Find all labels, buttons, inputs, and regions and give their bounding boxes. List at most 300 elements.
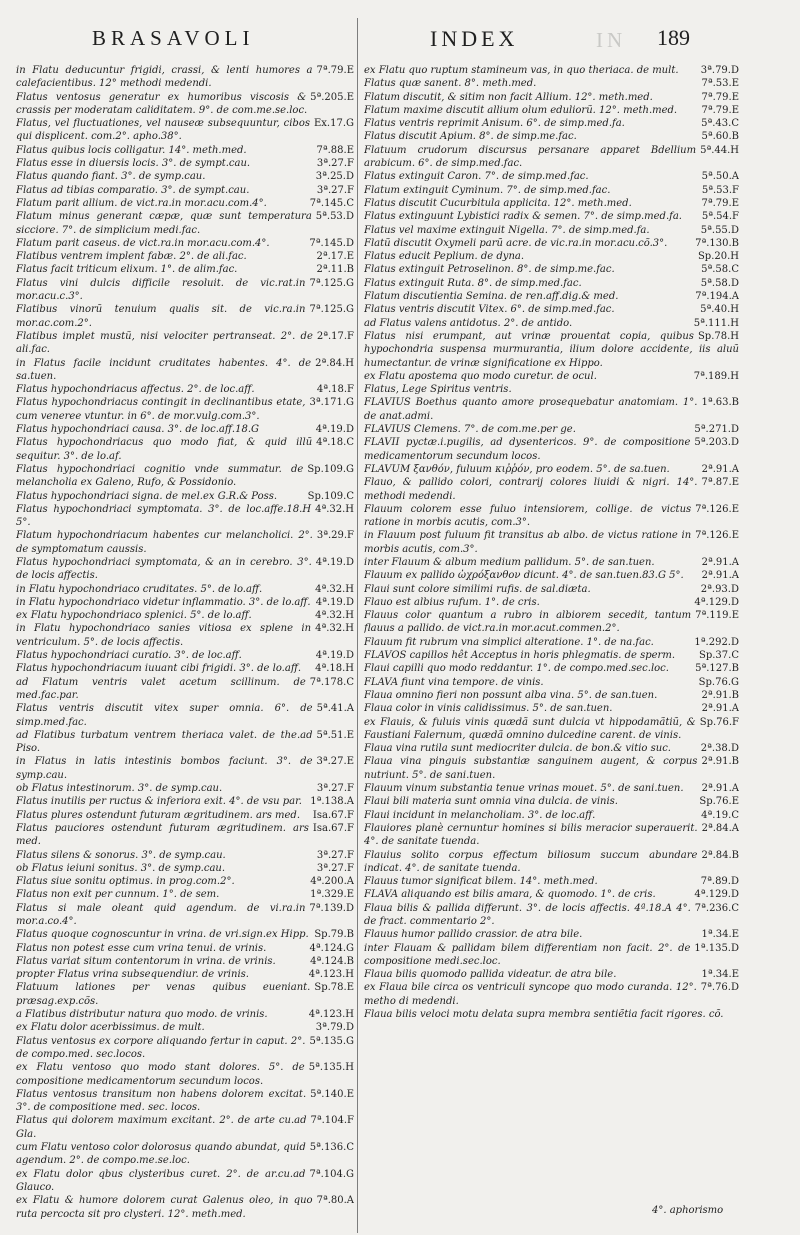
- index-entry: [16, 662, 354, 675]
- entry-text: Flaui capilli quo modo reddantur. 1°. de compo.med.sec.loc.: [364, 663, 669, 675]
- index-entry: [364, 849, 739, 876]
- index-entry: [16, 1168, 354, 1195]
- entry-reference: 4ª.32.H: [315, 503, 354, 515]
- index-entry: [16, 1035, 354, 1062]
- index-entry: [16, 237, 354, 250]
- index-entry: [16, 436, 354, 463]
- entry-text: Flatus hypochondriaci cognitio vnde summatur. de melancholia ex Galeno, Rufo, & Possidonio.: [16, 463, 304, 489]
- running-title-left: BRASAVOLI: [92, 26, 255, 50]
- entry-reference: 7ª.145.C: [309, 197, 354, 209]
- index-entry: [364, 968, 739, 981]
- bleed-through-text: IN: [596, 28, 627, 52]
- entry-text: ex Flatu quo ruptum stamineum vas, in quo theriaca. de mult.: [364, 65, 679, 76]
- index-entry: [364, 928, 739, 941]
- index-entry: [364, 755, 739, 782]
- index-entry: [364, 91, 739, 104]
- entry-text: Flatibus vinorũ tenuium qualis sit. de vic.ra.in mor.ac.com.2°.: [16, 304, 306, 329]
- entry-reference: 7ª.79.E: [701, 197, 739, 209]
- entry-text: Flatus siue sonitu optimus. in prog.com.2°.: [16, 876, 235, 888]
- entry-reference: 1ª.292.D: [694, 636, 739, 648]
- entry-text: Flatum parit caseus. de vict.ra.in mor.acu.com.4°.: [16, 237, 270, 249]
- index-entry: [16, 144, 354, 157]
- entry-text: cum Flatu ventoso color dolorosus quando abundat, quid agendum. 2°. de compo.me.se.loc.: [16, 1142, 306, 1167]
- index-entry: [364, 503, 739, 530]
- entry-reference: 3ª.27.F: [316, 849, 354, 861]
- entry-reference: 4ª.19.D: [315, 424, 354, 436]
- index-entry: [16, 396, 354, 423]
- entry-text: Flauum ex pallido ὠχρόξανθον dicunt. 4°. de san.tuen.83.G 5°.: [364, 570, 684, 582]
- entry-reference: 3ª.27.F: [316, 158, 354, 170]
- entry-text: Flauum colorem esse fuluo intensiorem, collige. de victus ratione in morbis acutis, com.3°.: [364, 503, 692, 529]
- entry-text: Flaui bili materia sunt omnia vina dulcia. de vinis.: [364, 796, 618, 808]
- index-entry: [364, 237, 739, 250]
- entry-reference: 2ª.91.B: [701, 689, 739, 701]
- entry-reference: 2ª.91.A: [701, 783, 739, 795]
- entry-text: Flatum discutientia Semina. de ren.aff.dig.& med.: [364, 291, 619, 303]
- entry-text: Flatus hypochondriaci curatio. 3°. de loc.aff.: [16, 650, 242, 662]
- entry-text: Flaui sunt colore similimi rufis. de sal.diæta.: [364, 583, 591, 595]
- index-entry: [16, 503, 354, 530]
- entry-reference: 2ª.11.B: [316, 264, 354, 276]
- index-entry: [364, 822, 739, 849]
- entry-reference: 3ª.79.D: [315, 1022, 354, 1034]
- entry-reference: 5ª.43.C: [701, 118, 739, 130]
- index-entry: [16, 263, 354, 276]
- entry-reference: Sp.76.F: [699, 716, 739, 728]
- index-entry: [364, 875, 739, 888]
- index-entry: [364, 609, 739, 636]
- entry-text: Flatus non exit per cunnum. 1°. de sem.: [16, 889, 220, 901]
- entry-text: in Flatus facile incidunt cruditates habentes. 4°. de sa.tuen.: [16, 357, 312, 382]
- entry-text: Flatus extinguit Ruta. 8°. de simp.med.fac.: [364, 277, 582, 289]
- entry-text: Flatus extinguit Petroselinon. 8°. de simp.me.fac.: [364, 264, 615, 276]
- entry-reference: 7ª.126.E: [695, 503, 739, 515]
- entry-text: ex Flatu apostema quo modo curetur. de ocul.: [364, 370, 597, 382]
- entry-reference: 5ª.111.H: [693, 317, 739, 329]
- entry-text: Flaua bilis & pallida differunt. 3°. de locis affectis. 4ª.18.A 4°. de fract. commentario 2°.: [364, 902, 691, 927]
- entry-reference: 1ª.34.E: [701, 929, 739, 941]
- entry-reference: 4ª.32.H: [315, 583, 354, 595]
- entry-reference: 4ª.19.C: [701, 809, 739, 821]
- entry-reference: 4ª.123.H: [308, 969, 354, 981]
- entry-reference: 5ª.271.D: [694, 424, 739, 436]
- index-entry: [16, 649, 354, 662]
- entry-reference: 1ª.138.A: [310, 796, 354, 808]
- index-entry: [364, 981, 739, 1008]
- index-entry: [364, 436, 739, 463]
- entry-reference: 3ª.25.D: [315, 171, 354, 183]
- entry-text: Flatus hypochondriaci causa. 3°. de loc.aff.18.G: [16, 424, 259, 436]
- entry-reference: 7ª.178.C: [309, 676, 354, 688]
- index-entry: [16, 1088, 354, 1115]
- index-entry: [364, 210, 739, 223]
- index-entry: [16, 849, 354, 862]
- entry-reference: 2ª.84.A: [701, 822, 739, 834]
- entry-text: Flatus vini dulcis difficile resoluit. de vic.rat.in mor.acu.c.3°.: [16, 277, 306, 303]
- index-entry: [364, 263, 739, 276]
- index-entry: [16, 583, 354, 596]
- index-entry: [364, 942, 739, 969]
- entry-text: ad Flatum ventris valet acetum scillinum. de med.fac.par.: [16, 676, 306, 701]
- index-entry: [364, 596, 739, 609]
- entry-reference: 7ª.125.G: [309, 304, 354, 316]
- entry-text: ob Flatus intestinorum. 3°. de symp.cau.: [16, 783, 223, 795]
- index-entry: [16, 942, 354, 955]
- entry-text: Flatus hypochondriaci symptomata. 3°. de loc.affe.18.H 5°.: [16, 503, 312, 529]
- entry-reference: Sp.37.C: [699, 650, 739, 662]
- entry-text: in Flatu deducuntur frigidi, crassi, & lenti humores a calefacientibus. 12° methodi medendi.: [16, 65, 313, 90]
- entry-reference: 3ª.79.D: [700, 65, 739, 76]
- index-entry: [16, 702, 354, 729]
- entry-text: in Flatu hypochondriaco cruditates. 5°. de lo.aff.: [16, 583, 263, 595]
- entry-reference: 5ª.40.H: [700, 304, 739, 316]
- entry-text: Flatus hypochondriaci signa. de mel.ex G.R.& Poss.: [16, 490, 278, 502]
- entry-reference: 3ª.27.E: [316, 756, 354, 768]
- entry-text: ex Flatu & humore dolorem curat Galenus oleo, in quo ruta percocta sit pro clysteri. 12°. meth.med.: [16, 1195, 313, 1220]
- entry-reference: 2ª.84.H: [315, 357, 354, 369]
- entry-text: Flatus extinguit Caron. 7°. de simp.med.fac.: [364, 171, 589, 183]
- entry-reference: 3ª.171.G: [309, 397, 354, 409]
- index-entry: [16, 1141, 354, 1168]
- entry-text: ex Flatu hypochondriaco splenici. 5°. de lo.aff.: [16, 610, 252, 622]
- index-entry: [364, 184, 739, 197]
- entry-reference: 4ª.19.D: [315, 650, 354, 662]
- index-entry: [16, 1061, 354, 1088]
- entry-reference: 7ª.76.D: [700, 982, 739, 994]
- index-entry: [364, 463, 739, 476]
- catchword: 4°. aphorismo: [652, 1205, 724, 1216]
- entry-reference: 2ª.17.F: [316, 330, 354, 342]
- index-entry: [16, 64, 354, 91]
- entry-reference: Sp.20.H: [697, 251, 739, 263]
- entry-text: Flatus discutit Apium. 8°. de simp.me.fac.: [364, 131, 577, 143]
- entry-reference: 2ª.38.D: [700, 743, 739, 755]
- entry-reference: 1ª.135.D: [694, 942, 739, 954]
- index-entry: [364, 303, 739, 316]
- index-entry: [16, 1114, 354, 1141]
- entry-text: ad Flatus valens antidotus. 2°. de antido.: [364, 317, 573, 329]
- entry-reference: 7ª.126.E: [695, 530, 739, 542]
- entry-reference: 4ª.18.C: [316, 437, 354, 449]
- index-entry: [364, 144, 739, 171]
- index-entry: [364, 130, 739, 143]
- entry-reference: 7ª.79.E: [701, 104, 739, 116]
- entry-text: Flauius solito corpus effectum biliosum succum abundare indicat. 4°. de sanitate tuenda.: [364, 849, 698, 874]
- entry-reference: 5ª.50.A: [701, 171, 739, 183]
- entry-text: in Flatu hypochondriaco sanies vitiosa ex splene in ventriculum. 5°. de locis affectis.: [16, 623, 312, 648]
- entry-text: inter Flauam & pallidam bilem differentiam non facit. 2°. de compositione medi.sec.loc.: [364, 942, 691, 967]
- entry-reference: 2ª.91.B: [701, 756, 739, 768]
- index-entry: [364, 170, 739, 183]
- index-entry: [16, 622, 354, 649]
- entry-text: FLAVA fiunt vina tempore. de vinis.: [364, 676, 544, 688]
- entry-text: ex Flaua bile circa os ventriculi syncope quo modo curanda. 12°. metho di medendi.: [364, 982, 697, 1007]
- entry-text: Flatus non potest esse cum vrina tenui. de vrinis.: [16, 942, 267, 954]
- entry-reference: Sp.109.G: [307, 463, 354, 475]
- index-entry: [16, 676, 354, 703]
- index-entry: [364, 1008, 739, 1021]
- entry-reference: 5ª.135.G: [309, 1035, 354, 1047]
- index-entry: [16, 596, 354, 609]
- entry-reference: 4ª.19.D: [315, 596, 354, 608]
- entry-text: propter Flatus vrina subsequendiur. de vrinis.: [16, 969, 249, 981]
- entry-reference: 5ª.51.E: [316, 729, 354, 741]
- index-entry: [16, 184, 354, 197]
- entry-text: Flatus hypochondriaci symptomata, & an in cerebro. 3°. de locis affectis.: [16, 556, 312, 582]
- entry-reference: Sp.78.H: [697, 330, 739, 342]
- entry-reference: 7ª.145.D: [309, 237, 354, 249]
- entry-text: Flatus ad tibias comparatio. 3°. de sympt.cau.: [16, 184, 250, 196]
- entry-reference: 3ª.27.F: [316, 862, 354, 874]
- entry-reference: 1ª.329.E: [310, 889, 354, 901]
- entry-reference: 3ª.29.F: [316, 530, 354, 542]
- index-entry: [16, 170, 354, 183]
- entry-reference: Sp.79.B: [314, 929, 354, 941]
- entry-reference: 2ª.91.A: [701, 463, 739, 475]
- entry-text: inter Flauum & album medium pallidum. 5°. de san.tuen.: [364, 556, 655, 568]
- entry-reference: 7ª.89.D: [700, 876, 739, 888]
- entry-text: Flatus hypochondriacus contingit in declinantibus etate, cum veneree vtuntur. in 6°. de mor.vulg.com.3°.: [16, 397, 306, 422]
- index-entry: [16, 117, 354, 144]
- entry-text: Flatus vel maxime extinguit Nigella. 7°. de simp.med.fa.: [364, 224, 650, 236]
- index-entry: [16, 875, 354, 888]
- entry-text: Flatum hypochondriacum habentes cur melancholici. 2°. de symptomatum caussis.: [16, 530, 313, 555]
- entry-text: Flatuum crudorum discursus persanare apparet Bdellium arabicum. 6°. de simp.med.fac.: [364, 144, 697, 170]
- entry-reference: 3ª.27.F: [316, 184, 354, 196]
- entry-reference: 5ª.136.C: [309, 1142, 354, 1154]
- entry-reference: 1ª.63.B: [701, 397, 739, 409]
- entry-text: Flatus ventris reprimit Anisum. 6°. de simp.med.fa.: [364, 118, 625, 130]
- entry-text: Flauum fit rubrum vna simplici alteratione. 1°. de na.fac.: [364, 636, 654, 648]
- entry-reference: 1ª.34.E: [701, 969, 739, 981]
- index-entry: [16, 862, 354, 875]
- index-entry: [364, 795, 739, 808]
- index-entry: [16, 91, 354, 118]
- entry-reference: 4ª.129.D: [694, 889, 739, 901]
- entry-reference: 2ª.84.B: [701, 849, 739, 861]
- entry-text: Flauo, & pallido colori, contrarij colores liuidi & nigri. 14°. methodi medendi.: [364, 477, 698, 502]
- entry-reference: Sp.76.E: [699, 796, 739, 808]
- index-entry: [364, 104, 739, 117]
- entry-text: Flatibus ventrem implent fabæ. 2°. de ali.fac.: [16, 251, 247, 263]
- entry-reference: Ex.17.G: [313, 118, 354, 130]
- entry-reference: 7ª.104.F: [310, 1115, 354, 1127]
- index-entry: [16, 1021, 354, 1034]
- entry-reference: 4ª.124.B: [310, 955, 354, 967]
- entry-text: a Flatibus distributur natura quo modo. de vrinis.: [16, 1009, 268, 1021]
- index-entry: [364, 396, 739, 423]
- entry-reference: 5ª.44.H: [700, 144, 739, 156]
- index-entry: [16, 888, 354, 901]
- entry-text: Flatus pauciores ostendunt futuram ægritudinem. ars med.: [16, 822, 309, 848]
- entry-reference: 5ª.60.B: [701, 131, 739, 143]
- entry-reference: 4ª.124.G: [309, 942, 354, 954]
- entry-text: ob Flatus ieiuni sonitus. 3°. de symp.cau.: [16, 862, 226, 874]
- running-title-right: INDEX: [430, 26, 519, 51]
- index-entry: [364, 569, 739, 582]
- entry-reference: 5ª.53.F: [701, 184, 739, 196]
- index-entry: [16, 529, 354, 556]
- entry-reference: 3ª.27.F: [316, 783, 354, 795]
- entry-reference: 7ª.79.E: [316, 65, 354, 76]
- entry-reference: 5ª.53.D: [315, 211, 354, 223]
- entry-reference: 7ª.139.D: [309, 902, 354, 914]
- entry-text: Flatus ventris discutit Vitex. 6°. de simp.med.fac.: [364, 304, 615, 316]
- entry-reference: 7ª.125.G: [309, 277, 354, 289]
- index-entry: [16, 1008, 354, 1021]
- entry-reference: 7ª.189.H: [693, 370, 739, 382]
- entry-text: Flaua vina rutila sunt mediocriter dulcia. de bon.& vitio suc.: [364, 743, 671, 755]
- entry-reference: 7ª.80.A: [316, 1195, 354, 1207]
- index-entry: [364, 636, 739, 649]
- index-entry: [364, 117, 739, 130]
- entry-text: in Flauum post fuluum fit transitus ab albo. de victus ratione in morbis acutis, com.3°.: [364, 530, 692, 555]
- index-entry: [16, 277, 354, 304]
- entry-text: Flatus si male oleant quid agendum. de vi.ra.in mor.a.co.4°.: [16, 902, 306, 927]
- entry-text: Flatuum lationes per venas quibus eueniant. præsag.exp.cõs.: [16, 982, 311, 1007]
- entry-reference: Sp.76.G: [698, 676, 739, 688]
- entry-text: Flatus ventosus ex corpore aliquando fertur in caput. 2°. de compo.med. sec.locos.: [16, 1035, 306, 1060]
- entry-text: ex Flatu ventoso quo modo stant dolores. 5°. de compositione medicamentorum secundum locos.: [16, 1062, 305, 1087]
- index-entry: [364, 556, 739, 569]
- index-entry: [16, 609, 354, 622]
- entry-text: Flaua bilis veloci motu delata supra membra sentiẽtia facit rigores. cõ.: [364, 1009, 724, 1021]
- entry-reference: 4ª.18.H: [315, 663, 354, 675]
- index-entry: [364, 290, 739, 303]
- entry-reference: 2ª.17.E: [316, 251, 354, 263]
- entry-text: Flaui incidunt in melancholiam. 3°. de loc.aff.: [364, 809, 596, 821]
- entry-reference: 4ª.123.H: [308, 1009, 354, 1021]
- entry-reference: 7ª.87.E: [701, 477, 739, 489]
- entry-text: Flatum maxime discutit allium olum eduliorũ. 12°. meth.med.: [364, 104, 678, 116]
- entry-text: Flauus tumor significat bilem. 14°. meth.med.: [364, 876, 598, 888]
- entry-text: Flaua bilis quomodo pallida videatur. de atra bile.: [364, 969, 617, 981]
- entry-text: Flatus quoque cognoscuntur in vrina. de vri.sign.ex Hipp.: [16, 929, 309, 941]
- entry-reference: 5ª.203.D: [694, 437, 739, 449]
- entry-text: Flatum minus generant cæpæ, quæ sunt temperatura sicciore. 7°. de simplicium medi.fac.: [16, 211, 312, 236]
- entry-reference: 5ª.58.C: [701, 264, 739, 276]
- entry-text: Flauum vinum substantia tenue vrinas mouet. 5°. de sani.tuen.: [364, 783, 684, 795]
- entry-text: Flatus quando fiant. 3°. de symp.cau.: [16, 171, 206, 183]
- entry-text: Flatus hypochondriacus quo modo fiat, & quid illũ sequitur. 3°. de lo.af.: [16, 437, 313, 462]
- entry-text: Flatus educit Peplium. de dyna.: [364, 251, 525, 263]
- entry-text: in Flatus in latis intestinis bombos faciunt. 3°. de symp.cau.: [16, 756, 313, 781]
- entry-text: Flaua omnino fieri non possunt alba vina. 5°. de san.tuen.: [364, 689, 658, 701]
- entry-text: ex Flatu dolor qbus clysteribus curet. 2°. de ar.cu.ad Glauco.: [16, 1168, 306, 1193]
- entry-text: Flatus plures ostendunt futuram ægritudinem. ars med.: [16, 809, 300, 821]
- index-entry: [364, 476, 739, 503]
- index-entry: [16, 197, 354, 210]
- entry-reference: 2ª.91.A: [701, 570, 739, 582]
- entry-text: Flatus variat situm contentorum in vrina. de vrinis.: [16, 955, 276, 967]
- index-entry: [16, 157, 354, 170]
- entry-text: Flatibus implet mustũ, nisi velociter pertranseat. 2°. de ali.fac.: [16, 330, 313, 356]
- entry-reference: 4ª.19.D: [315, 556, 354, 568]
- page-number: 189: [657, 25, 690, 50]
- entry-reference: 7ª.194.A: [695, 291, 739, 303]
- entry-text: Flatus extinguunt Lybistici radix & semen. 7°. de simp.med.fa.: [364, 211, 682, 223]
- index-entry: [16, 1194, 354, 1221]
- index-entry: [16, 955, 354, 968]
- entry-text: Flatus inutilis per ructus & inferiora exit. 4°. de vsu par.: [16, 796, 302, 808]
- entry-reference: Isa.67.F: [312, 809, 354, 821]
- entry-text: Flauus color quantum a rubro in albiorem secedit, tantum flauus a pallido. de vict.ra.in mor.acut.commen.2°.: [364, 610, 692, 635]
- entry-reference: 5ª.140.E: [310, 1088, 354, 1100]
- entry-text: Flatus hypochondriacum iuuant cibi frigidi. 3°. de lo.aff.: [16, 663, 302, 675]
- entry-reference: 7ª.88.E: [316, 144, 354, 156]
- entry-reference: 7ª.79.E: [701, 91, 739, 103]
- index-column-left: [16, 64, 354, 1234]
- entry-text: Flatũ discutit Oxymeli parũ acre. de vic.ra.in mor.acu.cõ.3°.: [364, 237, 668, 249]
- index-entry: [364, 224, 739, 237]
- index-entry: [16, 423, 354, 436]
- index-entry: [364, 782, 739, 795]
- entry-reference: 5ª.127.B: [695, 663, 739, 675]
- entry-text: Flatus quæ sanent. 8°. meth.med.: [364, 78, 537, 90]
- index-entry: [364, 529, 739, 556]
- entry-text: ex Flauis, & fuluis vinis quædã sunt dulcia vt hippodamãtiũ, & Faustiani Falernum, quædã omnino dulcedine carent. de vinis.: [364, 716, 696, 741]
- entry-text: FLAVOS capillos hêt Acceptus in horis phlegmatis. de sperm.: [364, 650, 676, 662]
- entry-reference: 5ª.55.D: [700, 224, 739, 236]
- index-entry: [364, 702, 739, 715]
- entry-reference: 5ª.54.F: [701, 211, 739, 223]
- entry-text: Flaua color in vinis calidissimus. 5°. de san.tuen.: [364, 703, 613, 715]
- entry-text: Flatum discutit, & sitim non facit Allium. 12°. meth.med.: [364, 91, 653, 103]
- index-entry: [364, 383, 739, 396]
- entry-text: ad Flatibus turbatum ventrem theriaca valet. de the.ad Piso.: [16, 729, 313, 755]
- entry-text: Flatus, Lege Spiritus ventris.: [364, 384, 512, 396]
- entry-text: Flatus facit triticum elixum. 1°. de alim.fac.: [16, 264, 238, 276]
- entry-reference: 5ª.41.A: [316, 703, 354, 715]
- index-entry: [16, 556, 354, 583]
- index-entry: [364, 809, 739, 822]
- entry-text: Flatus ventosus transitum non habens dolorem excitat. 3°. de compositione med. sec. locos.: [16, 1088, 307, 1114]
- column-divider: [357, 18, 358, 1233]
- index-entry: [364, 277, 739, 290]
- entry-text: FLAVUM ξανθόν, fuluum κιῤῥόν, pro eodem. 5°. de sa.tuen.: [364, 463, 670, 475]
- entry-text: Flatus hypochondriacus affectus. 2°. de loc.aff.: [16, 384, 255, 396]
- entry-text: Flatus ventosus generatur ex humoribus viscosis & crassis per moderatam caliditatem. 9°. de com.me.se.loc.: [16, 91, 308, 116]
- entry-text: Flatus ventris discutit vitex super omnia. 6°. de simp.med.fac.: [16, 703, 313, 728]
- index-entry: [16, 782, 354, 795]
- entry-text: Flatus qui dolorem maximum excitant. 2°. de arte cu.ad Gla.: [16, 1115, 307, 1140]
- entry-reference: 4ª.18.F: [316, 384, 354, 396]
- entry-text: Flauus humor pallido crassior. de atra bile.: [364, 929, 583, 941]
- index-entry: [364, 716, 739, 743]
- index-entry: [16, 330, 354, 357]
- entry-text: Flauo est albius rufum. 1°. de cris.: [364, 596, 540, 608]
- index-entry: [364, 423, 739, 436]
- entry-text: Flatus discutit Cucurbitula applicita. 12°. meth.med.: [364, 197, 632, 209]
- entry-reference: 4ª.32.H: [315, 610, 354, 622]
- entry-reference: Sp.78.E: [314, 982, 354, 994]
- index-entry: [16, 928, 354, 941]
- index-entry: [16, 210, 354, 237]
- index-entry: [16, 981, 354, 1008]
- index-entry: [16, 755, 354, 782]
- index-entry: [16, 303, 354, 330]
- index-entry: [16, 795, 354, 808]
- index-entry: [364, 317, 739, 330]
- entry-reference: 5ª.205.E: [310, 91, 354, 103]
- entry-text: FLAVIUS Boethus quanto amore prosequebatur anatomiam. 1°. de anat.admi.: [364, 397, 698, 422]
- entry-reference: 2ª.91.A: [701, 556, 739, 568]
- index-entry: [16, 463, 354, 490]
- index-entry: [364, 662, 739, 675]
- entry-text: FLAVII pyctæ.i.pugilis, ad dysentericos. 9°. de compositione medicamentorum secundum locos.: [364, 437, 691, 462]
- index-entry: [364, 250, 739, 263]
- entry-reference: 4ª.129.D: [694, 596, 739, 608]
